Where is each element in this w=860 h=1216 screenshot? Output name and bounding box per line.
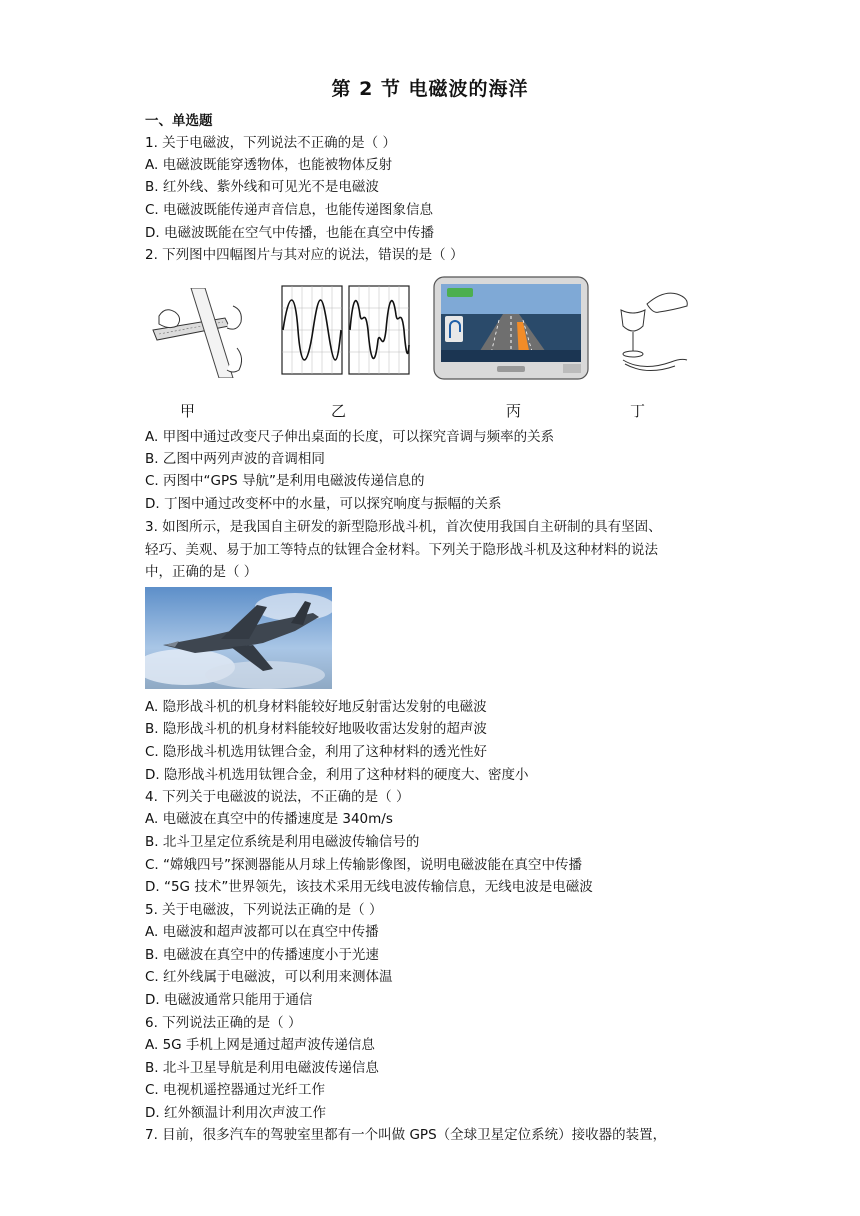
question-2-stem: 2. 下列图中四幅图片与其对应的说法，错误的是（ ） xyxy=(145,247,464,263)
stealth-fighter-photo xyxy=(145,587,332,689)
caption-ding: 丁 xyxy=(630,402,646,420)
question-3-option-d: D. 隐形战斗机选用钛锂合金，利用了这种材料的硬度大、密度小 xyxy=(145,767,529,783)
question-4-option-d: D. “5G 技术”世界领先，该技术采用无线电波传输信息，无线电波是电磁波 xyxy=(145,879,593,895)
question-3-option-a: A. 隐形战斗机的机身材料能较好地反射雷达发射的电磁波 xyxy=(145,699,487,715)
question-2-option-a: A. 甲图中通过改变尺子伸出桌面的长度，可以探究音调与频率的关系 xyxy=(145,429,555,445)
question-2-option-d: D. 丁图中通过改变杯中的水量，可以探究响度与振幅的关系 xyxy=(145,496,502,512)
question-3-stem-line-3: 中，正确的是（ ） xyxy=(145,564,258,580)
section-heading: 一、单选题 xyxy=(145,113,213,129)
question-4-stem: 4. 下列关于电磁波的说法，不正确的是（ ） xyxy=(145,789,410,805)
question-1-option-c: C. 电磁波既能传递声音信息，也能传递图象信息 xyxy=(145,202,434,218)
question-1-stem: 1. 关于电磁波，下列说法不正确的是（ ） xyxy=(145,135,396,151)
question-2-captions xyxy=(0,400,860,422)
question-3-stem-line-2: 轻巧、美观、易于加工等特点的钛锂合金材料。下列关于隐形战斗机及这种材料的说法 xyxy=(145,542,658,558)
question-6-option-a: A. 5G 手机上网是通过超声波传递信息 xyxy=(145,1037,375,1053)
question-4-option-b: B. 北斗卫星定位系统是利用电磁波传输信号的 xyxy=(145,834,420,850)
question-1-option-a: A. 电磁波既能穿透物体，也能被物体反射 xyxy=(145,157,393,173)
question-6-option-d: D. 红外额温计利用次声波工作 xyxy=(145,1105,326,1121)
question-2-option-b: B. 乙图中两列声波的音调相同 xyxy=(145,451,325,467)
question-5-option-d: D. 电磁波通常只能用于通信 xyxy=(145,992,313,1008)
question-2-option-c: C. 丙图中“GPS 导航”是利用电磁波传递信息的 xyxy=(145,473,425,489)
waveform-figure xyxy=(281,285,411,375)
question-4-option-c: C. “嫦娥四号”探测器能从月球上传输影像图，说明电磁波能在真空中传播 xyxy=(145,857,582,873)
question-2-figures xyxy=(145,276,690,386)
gps-navigator-figure xyxy=(433,276,589,380)
question-6-option-b: B. 北斗卫星导航是利用电磁波传递信息 xyxy=(145,1060,379,1076)
question-6-stem: 6. 下列说法正确的是（ ） xyxy=(145,1015,302,1031)
caption-yi: 乙 xyxy=(331,402,347,420)
question-5-stem: 5. 关于电磁波，下列说法正确的是（ ） xyxy=(145,902,383,918)
question-3-stem-line-1: 3. 如图所示，是我国自主研发的新型隐形战斗机，首次使用我国自主研制的具有坚固、 xyxy=(145,519,662,535)
question-5-option-a: A. 电磁波和超声波都可以在真空中传播 xyxy=(145,924,379,940)
question-1-option-b: B. 红外线、紫外线和可见光不是电磁波 xyxy=(145,179,379,195)
caption-bing: 丙 xyxy=(506,402,522,420)
question-5-option-c: C. 红外线属于电磁波，可以利用来测体温 xyxy=(145,969,393,985)
question-3-option-c: C. 隐形战斗机选用钛锂合金，利用了这种材料的透光性好 xyxy=(145,744,488,760)
question-3-option-b: B. 隐形战斗机的机身材料能较好地吸收雷达发射的超声波 xyxy=(145,721,487,737)
page-title: 第 2 节 电磁波的海洋 xyxy=(331,78,529,100)
question-1-option-d: D. 电磁波既能在空气中传播，也能在真空中传播 xyxy=(145,225,434,241)
caption-jia: 甲 xyxy=(180,402,196,420)
ruler-on-table-figure xyxy=(145,288,257,378)
question-6-option-c: C. 电视机遥控器通过光纤工作 xyxy=(145,1082,326,1098)
question-7-stem: 7. 目前，很多汽车的驾驶室里都有一个叫做 GPS（全球卫星定位系统）接收器的装置， xyxy=(145,1127,667,1143)
wine-glass-figure xyxy=(603,280,691,376)
question-5-option-b: B. 电磁波在真空中的传播速度小于光速 xyxy=(145,947,379,963)
question-4-option-a: A. 电磁波在真空中的传播速度是 340m/s xyxy=(145,811,393,827)
